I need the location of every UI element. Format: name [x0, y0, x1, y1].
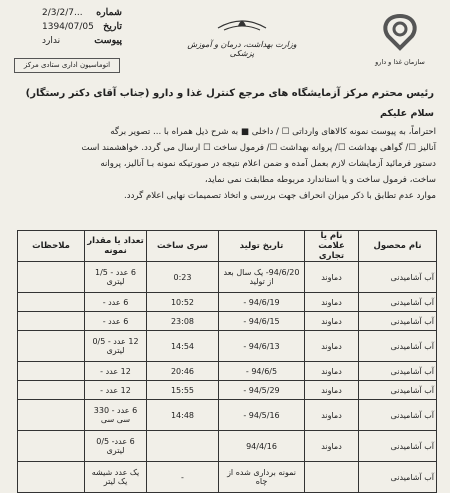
cell-quantity: 12 عدد - 0/5 لیتری	[85, 331, 147, 362]
header-brand: نام یا علامت تجاری	[305, 231, 359, 262]
body-line: دستور فرمائید آزمایشات لازم بعمل آمده و ضمن اعلام نتیجه در صورتیکه نمونه بـا آنالیز، پروانه	[100, 159, 436, 169]
letter-meta	[42, 6, 122, 48]
cell-brand: دماوند	[305, 362, 359, 381]
cell-production-date: 94/6/15 -	[219, 312, 305, 331]
cell-batch: -	[147, 462, 219, 493]
letter-body	[12, 124, 436, 204]
cell-quantity: 6 عدد -	[85, 312, 147, 331]
cell-product: آب آشامیدنی	[359, 462, 437, 493]
attachment-value: ندارد	[42, 36, 61, 46]
cell-production-date: 94/6/13 -	[219, 331, 305, 362]
cell-batch: 15:55	[147, 381, 219, 400]
ministry-name: وزارت بهداشت، درمان و آموزش پزشکی	[187, 40, 297, 58]
cell-production-date: 94/5/29 -	[219, 381, 305, 400]
fda-logo-icon	[376, 12, 424, 52]
cell-notes	[18, 462, 85, 493]
cell-notes	[18, 362, 85, 381]
header-product: نام محصول	[359, 231, 437, 262]
cell-notes	[18, 400, 85, 431]
cell-notes	[18, 312, 85, 331]
cell-batch: 20:46	[147, 362, 219, 381]
greeting: سلام علیکم	[379, 108, 434, 119]
table-row	[18, 362, 437, 381]
samples-table	[17, 230, 437, 493]
cell-production-date: نمونه برداری شده از چاه	[219, 462, 305, 493]
cell-product: آب آشامیدنی	[359, 312, 437, 331]
cell-product: آب آشامیدنی	[359, 362, 437, 381]
cell-brand: دماوند	[305, 331, 359, 362]
cell-product: آب آشامیدنی	[359, 431, 437, 462]
cell-quantity: 6 عدد- 0/5 لیتری	[85, 431, 147, 462]
cell-brand: دماوند	[305, 400, 359, 431]
cell-product: آب آشامیدنی	[359, 262, 437, 293]
org-name: سازمان غذا و دارو	[375, 58, 425, 66]
table-header-row	[18, 231, 437, 262]
emblem-icon	[212, 12, 272, 34]
cell-batch: 14:48	[147, 400, 219, 431]
cell-product: آب آشامیدنی	[359, 293, 437, 312]
letter-date: 1394/07/05	[42, 22, 94, 32]
table-row	[18, 381, 437, 400]
cell-quantity: 12 عدد -	[85, 381, 147, 400]
date-label: تاریخ	[103, 21, 122, 32]
cell-quantity: 12 عدد -	[85, 362, 147, 381]
cell-batch	[147, 431, 219, 462]
table-row	[18, 331, 437, 362]
cell-batch: 23:08	[147, 312, 219, 331]
table-row	[18, 462, 437, 493]
cell-brand: دماوند	[305, 312, 359, 331]
cell-product: آب آشامیدنی	[359, 331, 437, 362]
body-line: آنالیز ☐/ گواهی بهداشت ☐/ پروانه بهداشت ☐/ فرمول ساخت ☐ ارسال می گردد. خواهشمند است	[81, 143, 436, 153]
header-production-date: تاریخ تولید	[219, 231, 305, 262]
header-quantity: تعداد یا مقدار نمونه	[85, 231, 147, 262]
cell-quantity: 6 عدد -	[85, 293, 147, 312]
cell-quantity: 6 عدد - 1/5 لیتری	[85, 262, 147, 293]
cell-production-date: 94/5/16 -	[219, 400, 305, 431]
table-row	[18, 293, 437, 312]
table-row	[18, 262, 437, 293]
cell-brand: دماوند	[305, 262, 359, 293]
cell-batch: 0:23	[147, 262, 219, 293]
cell-batch: 10:52	[147, 293, 219, 312]
cell-batch: 14:54	[147, 331, 219, 362]
body-line: موارد عدم تطابق با ذکر میزان انحراف جهت بررسی و اتخاذ تصمیمات نهایی اعلام گردد.	[124, 191, 436, 201]
office-stamp: اتوماسیون اداری ستادی مرکز	[14, 58, 120, 73]
letter-number: ...2/3/2/7	[42, 8, 83, 18]
cell-brand: دماوند	[305, 293, 359, 312]
cell-production-date: 94/6/20- یک سال بعد از تولید	[219, 262, 305, 293]
cell-notes	[18, 381, 85, 400]
body-line: احتراماً، به پیوست نمونه کالاهای وارداتی ☐ / داخلی ■ به شرح ذیل همراه با ... تصویر برگه	[110, 127, 436, 137]
table-row	[18, 400, 437, 431]
cell-quantity: 6 عدد - 330 سی سی	[85, 400, 147, 431]
fda-logo	[368, 12, 432, 66]
header-notes: ملاحظات	[18, 231, 85, 262]
table-row	[18, 431, 437, 462]
body-line: ساخت، فرمول ساخت و یا استاندارد مربوطه مطابقت نمی نماید،	[204, 175, 436, 185]
cell-brand: دماوند	[305, 381, 359, 400]
cell-production-date: 94/6/5 -	[219, 362, 305, 381]
cell-brand: دماوند	[305, 431, 359, 462]
ministry-emblem	[180, 12, 304, 58]
header-batch: سری ساخت	[147, 231, 219, 262]
cell-notes	[18, 293, 85, 312]
cell-product: آب آشامیدنی	[359, 381, 437, 400]
cell-notes	[18, 331, 85, 362]
cell-notes	[18, 431, 85, 462]
cell-production-date: 94/6/19 -	[219, 293, 305, 312]
number-label: شماره	[96, 7, 122, 18]
cell-quantity: یک عدد شیشه یک لیتر	[85, 462, 147, 493]
cell-notes	[18, 262, 85, 293]
table-row	[18, 312, 437, 331]
cell-brand	[305, 462, 359, 493]
cell-product: آب آشامیدنی	[359, 400, 437, 431]
recipient-heading: رئیس محترم مرکز آزمایشگاه های مرجع کنترل غذا و دارو (جناب آقای دکتر رستگار)	[25, 88, 434, 99]
cell-production-date: 94/4/16	[219, 431, 305, 462]
attachment-label: پیوست	[94, 35, 122, 46]
